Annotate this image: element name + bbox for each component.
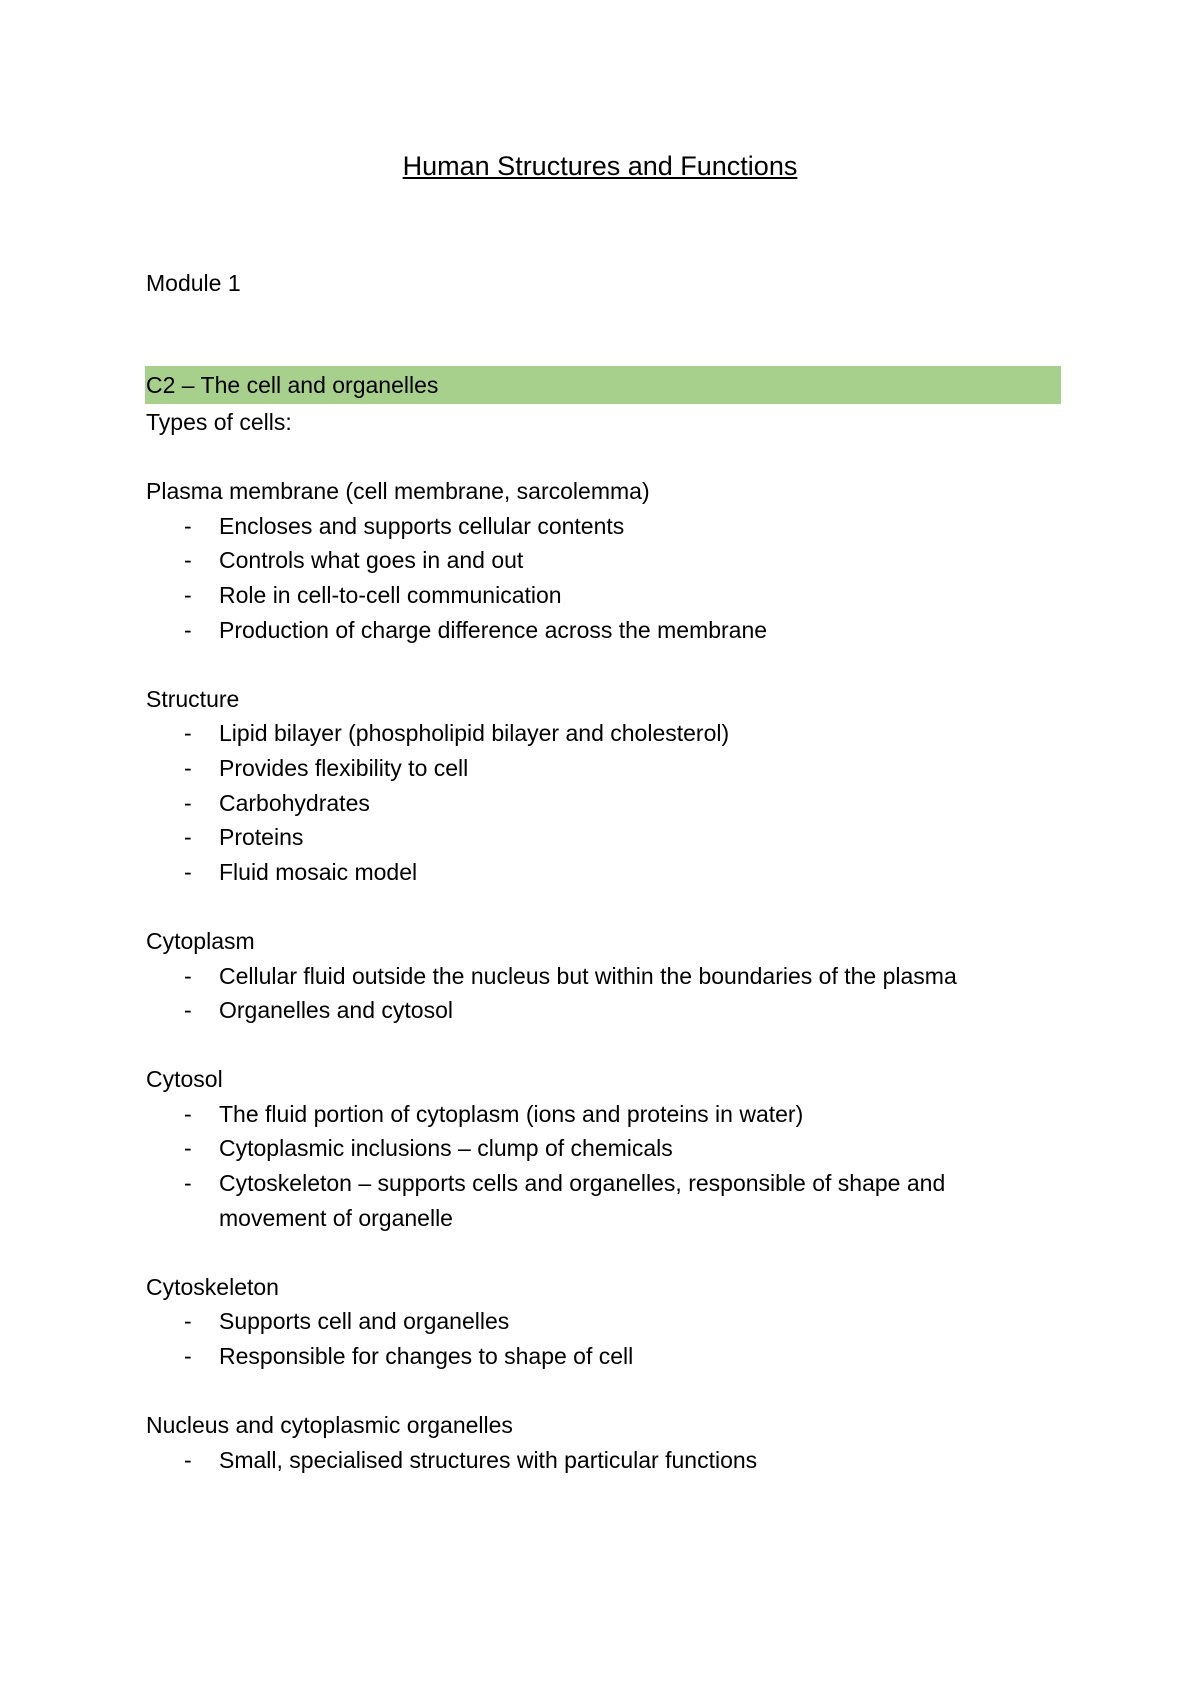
bullet-text: Small, specialised structures with particular functions [219,1446,758,1473]
bullet-text: Role in cell-to-cell communication [219,581,562,608]
dash-bullet: - [184,824,192,851]
dash-bullet: - [184,997,192,1024]
bullet-text: Encloses and supports cellular contents [219,512,625,539]
dash-bullet: - [184,962,192,989]
dash-bullet: - [184,616,192,643]
spacer [146,440,1066,475]
bullet-item [146,1304,1066,1339]
dash-bullet: - [184,754,192,781]
bullet-text: Fluid mosaic model [219,858,418,885]
bullet-item [146,993,1066,1028]
dash-bullet: - [184,547,192,574]
bullet-text: Controls what goes in and out [219,547,524,574]
bullet-item [146,613,1066,648]
dash-bullet: - [184,1135,192,1162]
module-label: Module 1 [146,270,241,296]
bullet-text: Proteins [219,824,304,851]
bullet-item [146,543,1066,578]
document-title: Human Structures and Functions [402,151,798,181]
bullet-item [146,1131,1066,1166]
dash-bullet: - [184,1170,192,1197]
bullet-item [146,1339,1066,1374]
dash-bullet: - [184,789,192,816]
block-heading: Plasma membrane (cell membrane, sarcolemma) [146,478,650,505]
bullet-item [146,716,1066,751]
spacer [146,1374,1066,1409]
block-heading: Structure [146,685,240,712]
bullet-text: The fluid portion of cytoplasm (ions and proteins in water) [219,1100,804,1127]
bullet-item [146,855,1066,890]
spacer [146,889,1066,924]
block-heading: Cytosol [146,1066,223,1093]
block-heading: Cytoskeleton [146,1273,279,1300]
bullet-item [146,786,1066,821]
dash-bullet: - [184,858,192,885]
block-heading: Cytoplasm [146,927,255,954]
dash-bullet: - [184,512,192,539]
bullet-text: Cellular fluid outside the nucleus but within the boundaries of the plasma [219,962,957,989]
bullet-item [146,1443,1066,1478]
bullet-text: Organelles and cytosol [219,997,453,1024]
bullet-item [146,578,1066,613]
bullet-text: Provides flexibility to cell [219,754,469,781]
bullet-item [146,751,1066,786]
dash-bullet: - [184,1343,192,1370]
bullet-item [146,509,1066,544]
section-heading: C2 – The cell and organelles [146,372,439,398]
dash-bullet: - [184,581,192,608]
bullet-item [146,820,1066,855]
spacer [146,1235,1066,1270]
bullet-text: Cytoplasmic inclusions – clump of chemicals [219,1135,673,1162]
spacer [146,1028,1066,1063]
dash-bullet: - [184,1308,192,1335]
dash-bullet: - [184,1446,192,1473]
bullet-item [146,1166,1066,1235]
dash-bullet: - [184,720,192,747]
spacer [146,647,1066,682]
intro-text: Types of cells: [146,409,292,435]
bullet-text: Lipid bilayer (phospholipid bilayer and cholesterol) [219,720,730,747]
bullet-text: Carbohydrates [219,789,370,816]
bullet-item [146,1097,1066,1132]
bullet-text: Production of charge difference across the membrane [219,616,768,643]
bullet-text: Responsible for changes to shape of cell [219,1343,634,1370]
notes-body [146,405,1066,1477]
block-heading: Nucleus and cytoplasmic organelles [146,1412,513,1439]
bullet-text: Supports cell and organelles [219,1308,510,1335]
dash-bullet: - [184,1100,192,1127]
bullet-text: Cytoskeleton – supports cells and organelles, responsible of shape and movement of organelle [219,1170,946,1231]
bullet-item [146,959,1066,994]
